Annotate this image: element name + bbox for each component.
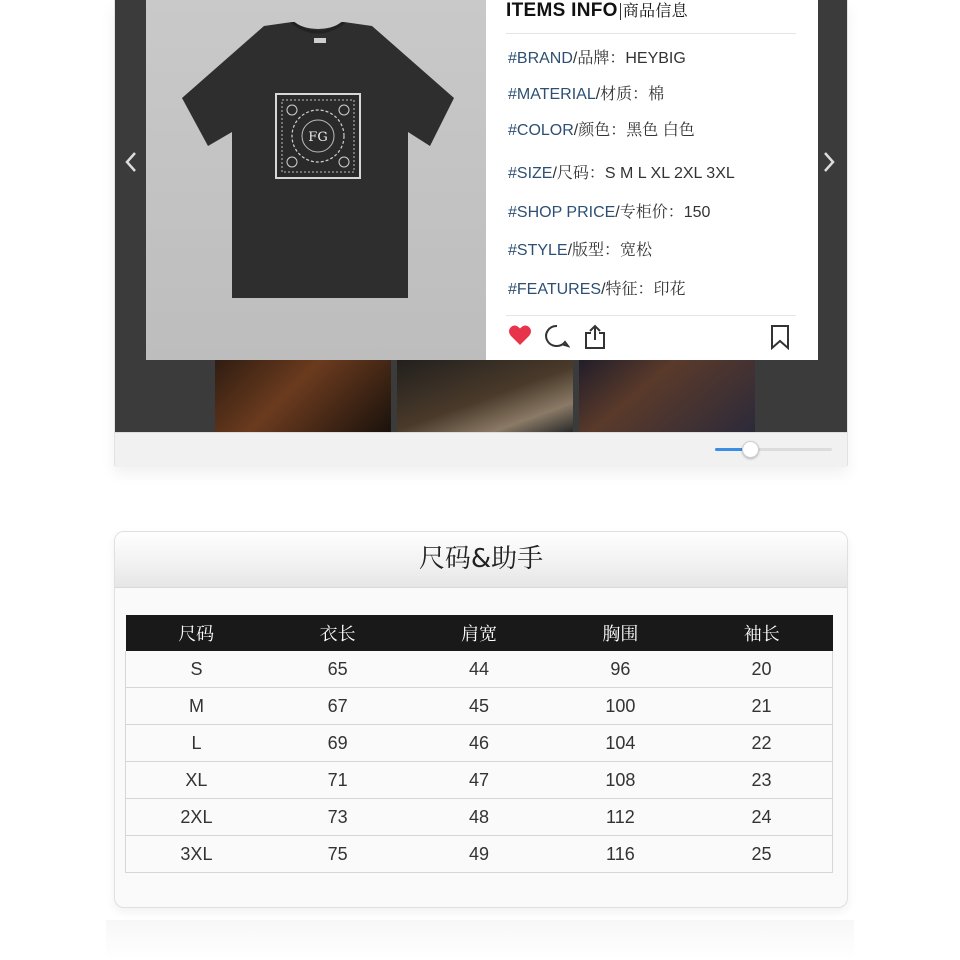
info-value: /版型：宽松: [567, 242, 653, 259]
table-cell: 69: [267, 725, 408, 762]
table-row: [126, 688, 833, 725]
info-value: /材质：棉: [595, 86, 665, 103]
info-value: /专柜价：150: [615, 204, 711, 221]
chevron-right-icon[interactable]: [821, 150, 837, 174]
column-header: 衣长: [267, 615, 408, 651]
table-cell: XL: [126, 762, 267, 799]
product-photo: [146, 0, 486, 360]
table-cell: 65: [267, 651, 408, 688]
size-table-header: [126, 615, 833, 651]
thumbnail-image[interactable]: [215, 350, 391, 432]
size-table: [125, 615, 833, 873]
table-row: [126, 799, 833, 836]
bottom-shadow: [106, 920, 854, 960]
table-cell: 73: [267, 799, 408, 836]
items-info-title-cn: 商品信息: [620, 3, 688, 20]
size-chart-title: 尺码&助手: [418, 544, 544, 574]
info-size: [508, 160, 735, 183]
table-cell: 45: [408, 688, 549, 725]
info-tag[interactable]: #STYLE: [508, 242, 568, 259]
heart-icon[interactable]: [508, 324, 532, 346]
info-value: /颜色：黑色 白色: [573, 122, 695, 139]
info-tag[interactable]: #SIZE: [508, 165, 553, 182]
table-row: [126, 725, 833, 762]
viewer-toolbar: [115, 432, 847, 467]
table-cell: 100: [550, 688, 691, 725]
info-tag[interactable]: #BRAND: [508, 50, 573, 67]
table-cell: 24: [691, 799, 832, 836]
column-header: 袖长: [691, 615, 832, 651]
table-cell: 104: [550, 725, 691, 762]
table-cell: 71: [267, 762, 408, 799]
table-cell: 75: [267, 836, 408, 873]
zoom-slider[interactable]: [715, 448, 832, 451]
table-cell: 112: [550, 799, 691, 836]
product-viewer: [114, 0, 848, 466]
print-monogram: FG: [308, 130, 328, 145]
table-cell: 21: [691, 688, 832, 725]
thumbnail-image[interactable]: [397, 350, 573, 432]
viewer-screen: [115, 0, 847, 432]
column-header: 尺码: [126, 615, 267, 651]
table-cell: L: [126, 725, 267, 762]
info-tag[interactable]: #FEATURES: [508, 281, 602, 298]
table-cell: M: [126, 688, 267, 725]
info-tag[interactable]: #COLOR: [508, 122, 574, 139]
table-cell: 20: [691, 651, 832, 688]
size-chart-header: [115, 532, 847, 588]
items-info-title: [506, 0, 688, 22]
items-info-panel: [486, 0, 818, 360]
table-cell: 2XL: [126, 799, 267, 836]
background-thumbnails: [215, 350, 755, 432]
table-cell: 49: [408, 836, 549, 873]
table-cell: 25: [691, 836, 832, 873]
info-material: [508, 81, 664, 104]
tshirt-image: [180, 22, 456, 302]
info-brand: [508, 45, 686, 68]
info-value: /品牌：HEYBIG: [572, 50, 686, 67]
info-style: [508, 237, 652, 260]
table-cell: 46: [408, 725, 549, 762]
table-cell: 116: [550, 836, 691, 873]
table-cell: 47: [408, 762, 549, 799]
column-header: 肩宽: [408, 615, 549, 651]
chevron-left-icon[interactable]: [123, 150, 139, 174]
slider-handle[interactable]: [742, 441, 759, 458]
size-chart-panel: [114, 531, 848, 908]
items-info-title-en: ITEMS INFO: [506, 0, 618, 21]
table-cell: 3XL: [126, 836, 267, 873]
table-cell: 23: [691, 762, 832, 799]
table-cell: 44: [408, 651, 549, 688]
table-cell: 108: [550, 762, 691, 799]
info-tag[interactable]: #MATERIAL: [508, 86, 596, 103]
column-header: 胸围: [550, 615, 691, 651]
divider: [506, 33, 796, 34]
info-color: [508, 117, 695, 140]
table-cell: S: [126, 651, 267, 688]
table-cell: 96: [550, 651, 691, 688]
comment-icon[interactable]: [544, 324, 570, 348]
table-row: [126, 651, 833, 688]
info-features: [508, 276, 686, 299]
info-value: /尺码：S M L XL 2XL 3XL: [552, 165, 735, 182]
table-cell: 22: [691, 725, 832, 762]
product-card: [146, 0, 818, 360]
table-row: [126, 836, 833, 873]
thumbnail-image[interactable]: [579, 350, 755, 432]
info-tag[interactable]: #SHOP PRICE: [508, 204, 616, 221]
divider: [506, 315, 796, 316]
table-cell: 67: [267, 688, 408, 725]
bookmark-icon[interactable]: [770, 324, 790, 350]
info-shop-price: [508, 199, 710, 222]
info-value: /特征：印花: [601, 281, 686, 298]
table-row: [126, 762, 833, 799]
share-icon[interactable]: [583, 324, 607, 350]
table-cell: 48: [408, 799, 549, 836]
